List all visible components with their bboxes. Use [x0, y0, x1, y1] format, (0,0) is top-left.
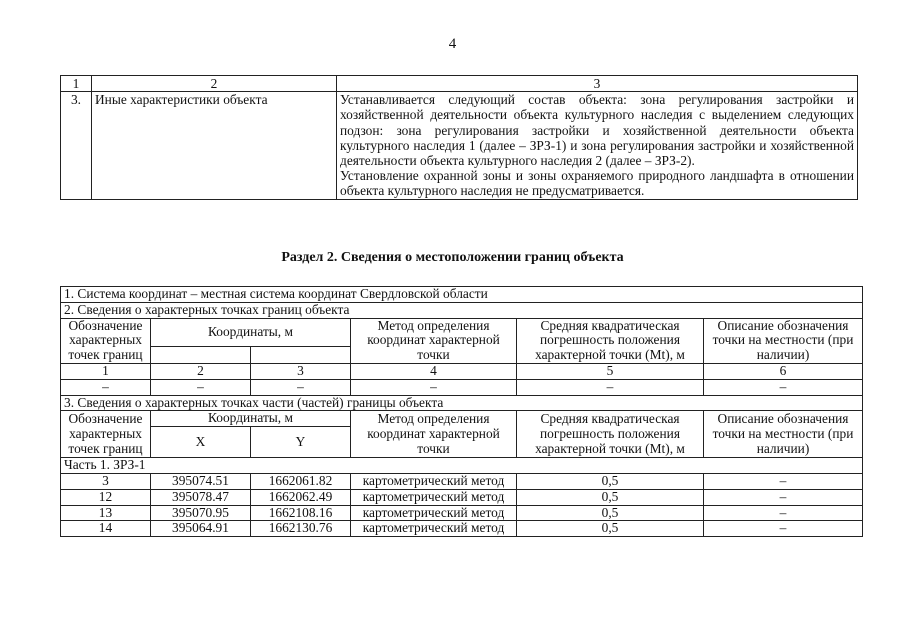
- col-number-2: 2: [92, 76, 337, 92]
- x-coordinate: 395078.47: [151, 489, 251, 505]
- row-number: 3.: [61, 92, 92, 199]
- col-number: 4: [351, 363, 517, 379]
- section-3-title: 3. Сведения о характерных точках части (частей) границы объекта: [61, 395, 863, 411]
- x-header: X: [151, 427, 251, 458]
- col-number-3: 3: [337, 76, 858, 92]
- col-number: 2: [151, 363, 251, 379]
- table-row: [61, 505, 863, 521]
- y-coordinate: 1662062.49: [251, 489, 351, 505]
- table-row: [61, 521, 863, 537]
- error: 0,5: [517, 505, 704, 521]
- col-number-1: 1: [61, 76, 92, 92]
- col-number: 6: [704, 363, 863, 379]
- boundary-points-table: [60, 286, 863, 537]
- table-header-row: [61, 318, 863, 346]
- x-coordinate: 395074.51: [151, 473, 251, 489]
- column-numbers-row: [61, 363, 863, 379]
- x-header-empty: [151, 346, 251, 363]
- dash-cell: –: [251, 379, 351, 395]
- section-2-title: 2. Сведения о характерных точках границ объекта: [61, 302, 863, 318]
- error-header: Средняя квадратическая погрешность положения характерной точки (Mt), м: [517, 318, 704, 363]
- method: картометрический метод: [351, 473, 517, 489]
- description: –: [704, 505, 863, 521]
- table-header-row: [61, 411, 863, 427]
- description: –: [704, 489, 863, 505]
- part-label-row: [61, 458, 863, 474]
- description-header: Описание обозначения точки на местности (при наличии): [704, 411, 863, 458]
- dash-cell: –: [704, 379, 863, 395]
- description-paragraph-2: Установление охранной зоны и зоны охраняемого природного ландшафта в отношении объекта культурного наследия не предусматривается.: [340, 168, 854, 199]
- coords-header: Координаты, м: [151, 318, 351, 346]
- section-2-header-row: [61, 302, 863, 318]
- y-coordinate: 1662130.76: [251, 521, 351, 537]
- dash-cell: –: [517, 379, 704, 395]
- error: 0,5: [517, 489, 704, 505]
- x-coordinate: 395070.95: [151, 505, 251, 521]
- part-label: Часть 1. ЗРЗ-1: [61, 458, 863, 474]
- col-number: 1: [61, 363, 151, 379]
- section-title: Раздел 2. Сведения о местоположении границ объекта: [281, 250, 624, 265]
- point-id: 12: [61, 489, 151, 505]
- characteristic-description: [337, 92, 858, 199]
- object-characteristics-table: [60, 75, 858, 200]
- col-number: 5: [517, 363, 704, 379]
- section-3-header-row: [61, 395, 863, 411]
- description-paragraph-1: Устанавливается следующий состав объекта: зона регулирования застройки и хозяйственной деятельности объекта культурного наследия с выделением следующих подзон: зона регулирования застройки и хозяйственной деятельности объекта культурного наследия 1 (далее – ЗРЗ-1) и зона регулирования застройки и хозяйственной деятельности объекта культурного наследия 2 (далее – ЗРЗ-2).: [340, 92, 854, 169]
- point-id: 13: [61, 505, 151, 521]
- point-header: Обозначение характерных точек границ: [61, 318, 151, 363]
- method: картометрический метод: [351, 489, 517, 505]
- table-row: [61, 473, 863, 489]
- error: 0,5: [517, 473, 704, 489]
- method: картометрический метод: [351, 521, 517, 537]
- table-header-row: [61, 76, 858, 92]
- y-header: Y: [251, 427, 351, 458]
- dash-cell: –: [151, 379, 251, 395]
- point-header: Обозначение характерных точек границ: [61, 411, 151, 458]
- table-row: [61, 489, 863, 505]
- dash-row: [61, 379, 863, 395]
- table-row: [61, 92, 858, 199]
- coordinate-system: 1. Система координат – местная система координат Свердловской области: [61, 287, 863, 303]
- method-header: Метод определения координат характерной точки: [351, 318, 517, 363]
- y-coordinate: 1662108.16: [251, 505, 351, 521]
- x-coordinate: 395064.91: [151, 521, 251, 537]
- description-header: Описание обозначения точки на местности (при наличии): [704, 318, 863, 363]
- method: картометрический метод: [351, 505, 517, 521]
- characteristic-name: Иные характеристики объекта: [92, 92, 337, 199]
- point-id: 14: [61, 521, 151, 537]
- col-number: 3: [251, 363, 351, 379]
- dash-cell: –: [61, 379, 151, 395]
- description: –: [704, 473, 863, 489]
- coords-header: Координаты, м: [151, 411, 351, 427]
- point-id: 3: [61, 473, 151, 489]
- description: –: [704, 521, 863, 537]
- method-header: Метод определения координат характерной точки: [351, 411, 517, 458]
- dash-cell: –: [351, 379, 517, 395]
- error: 0,5: [517, 521, 704, 537]
- error-header: Средняя квадратическая погрешность положения характерной точки (Mt), м: [517, 411, 704, 458]
- coordinate-system-row: [61, 287, 863, 303]
- y-header-empty: [251, 346, 351, 363]
- y-coordinate: 1662061.82: [251, 473, 351, 489]
- page-number: 4: [448, 36, 457, 52]
